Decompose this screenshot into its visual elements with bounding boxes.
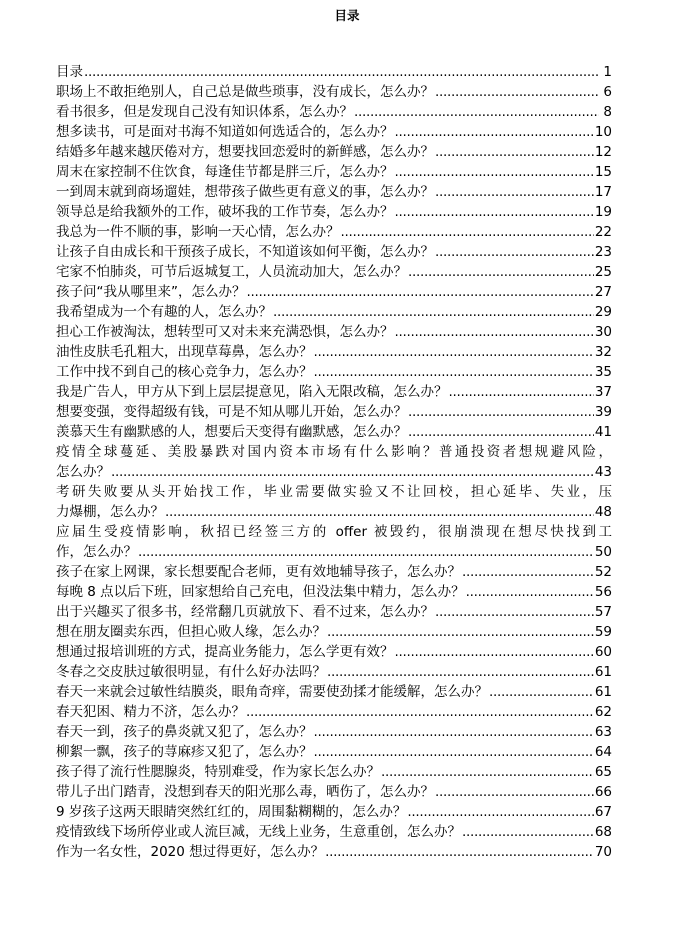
toc-entry-text: 孩子得了流行性腮腺炎，特别难受，作为家长怎么办？ <box>56 764 380 780</box>
toc-entry[interactable] <box>56 342 612 362</box>
toc-entry-text: 让孩子自由成长和干预孩子成长，不知道该如何平衡，怎么办？ <box>56 244 434 260</box>
dot-leader <box>435 782 594 802</box>
toc-entry[interactable] <box>56 582 612 602</box>
toc-page-number: 65 <box>594 764 612 780</box>
toc-page-number: 15 <box>594 164 612 180</box>
toc-entry[interactable] <box>56 842 612 862</box>
dot-leader <box>314 362 594 382</box>
toc-page-number: 56 <box>594 584 612 600</box>
toc-page-number: 41 <box>594 424 612 440</box>
toc-entry-text: 带儿子出门踏青，没想到春天的阳光那么毒，晒伤了，怎么办？ <box>56 784 434 800</box>
toc-entry[interactable] <box>56 602 612 622</box>
table-of-contents <box>56 62 612 862</box>
dot-leader <box>462 562 594 582</box>
dot-leader <box>327 622 594 642</box>
toc-entry-text: 疫情致线下场所停业或人流巨减，无线上业务，生意重创，怎么办？ <box>56 824 461 840</box>
page-title: 目录 <box>334 8 360 23</box>
toc-page-number: 70 <box>594 844 612 860</box>
toc-entry[interactable] <box>56 242 612 262</box>
toc-entry-text: 我是广告人，甲方从下到上层层提意见，陷入无限改稿，怎么办？ <box>56 384 448 400</box>
toc-entry-text: 9 岁孩子这两天眼睛突然红红的，周围黏糊糊的，怎么办？ <box>56 804 407 820</box>
toc-entry[interactable] <box>56 122 612 142</box>
toc-page-number: 19 <box>594 204 612 220</box>
toc-entry-text: 孩子在家上网课，家长想要配合老师，更有效地辅导孩子，怎么办？ <box>56 564 461 580</box>
toc-entry[interactable] <box>56 742 612 762</box>
toc-page-number: 30 <box>594 324 612 340</box>
dot-leader <box>489 682 594 702</box>
dot-leader <box>408 262 594 282</box>
dot-leader <box>314 722 594 742</box>
toc-page-number: 66 <box>594 784 612 800</box>
toc-entry[interactable] <box>56 702 612 722</box>
toc-page-number: 50 <box>594 544 612 560</box>
toc-entry-text: 春天一来就会过敏性结膜炎，眼角奇痒，需要使劲揉才能缓解，怎么办？ <box>56 684 488 700</box>
toc-page-number: 52 <box>594 564 612 580</box>
toc-entry-text: 宅家不怕肺炎，可节后返城复工，人员流动加大，怎么办？ <box>56 264 407 280</box>
toc-entry-text: 周末在家控制不住饮食，每逢佳节都是胖三斤，怎么办？ <box>56 164 394 180</box>
toc-page-number: 39 <box>594 404 612 420</box>
toc-entry[interactable] <box>56 722 612 742</box>
toc-page-number: 12 <box>594 144 612 160</box>
toc-entry-text-line2: 作，怎么办？ <box>56 544 137 560</box>
toc-entry[interactable] <box>56 522 612 562</box>
toc-page-number: 63 <box>594 724 612 740</box>
toc-entry-text: 工作中找不到自己的核心竞争力，怎么办？ <box>56 364 313 380</box>
dot-leader <box>395 162 594 182</box>
dot-leader <box>111 462 594 482</box>
toc-page-number: 61 <box>594 684 612 700</box>
toc-entry[interactable] <box>56 302 612 322</box>
dot-leader <box>449 382 594 402</box>
toc-page-number: 62 <box>594 704 612 720</box>
toc-entry[interactable] <box>56 182 612 202</box>
toc-entry-text-line2: 怎么办？ <box>56 464 110 480</box>
toc-page-number: 32 <box>594 344 612 360</box>
toc-entry-text-line1: 考研失败要从头开始找工作，毕业需要做实验又不让回校，担心延毕、失业，压 <box>56 484 612 500</box>
toc-entry-text: 一到周末就到商场遛娃，想带孩子做些更有意义的事，怎么办？ <box>56 184 434 200</box>
toc-entry[interactable] <box>56 62 612 82</box>
toc-entry[interactable] <box>56 102 612 122</box>
dot-leader <box>395 122 594 142</box>
dot-leader <box>395 322 594 342</box>
toc-entry-text: 想多读书，可是面对书海不知道如何选适合的，怎么办？ <box>56 124 394 140</box>
dot-leader <box>246 702 594 722</box>
toc-entry-text-line2: 力爆棚，怎么办？ <box>56 504 164 520</box>
toc-entry-text-line1: 疫情全球蔓延、美股暴跌对国内资本市场有什么影响？普通投资者想规避风险， <box>56 444 612 460</box>
dot-leader <box>138 542 594 562</box>
toc-entry-text: 担心工作被淘汰，想转型可又对未来充满恐惧，怎么办？ <box>56 324 394 340</box>
dot-leader <box>435 142 594 162</box>
toc-entry[interactable] <box>56 362 612 382</box>
dot-leader <box>84 62 599 82</box>
dot-leader <box>395 642 594 662</box>
toc-entry-text: 春天一到，孩子的鼻炎就又犯了，怎么办？ <box>56 724 313 740</box>
toc-entry-text: 作为一名女性，2020 想过得更好，怎么办？ <box>56 844 325 860</box>
dot-leader <box>327 662 594 682</box>
toc-page-number: 25 <box>594 264 612 280</box>
toc-entry[interactable] <box>56 482 612 522</box>
dot-leader <box>408 402 594 422</box>
toc-entry[interactable] <box>56 682 612 702</box>
toc-page-number: 59 <box>594 624 612 640</box>
toc-entry-text: 羡慕天生有幽默感的人，想要后天变得有幽默感，怎么办？ <box>56 424 407 440</box>
toc-entry-text: 我希望成为一个有趣的人，怎么办？ <box>56 304 272 320</box>
dot-leader <box>462 822 594 842</box>
toc-entry[interactable] <box>56 802 612 822</box>
toc-entry[interactable] <box>56 262 612 282</box>
toc-page-number: 60 <box>594 644 612 660</box>
toc-entry[interactable] <box>56 822 612 842</box>
toc-entry[interactable] <box>56 622 612 642</box>
toc-entry-text: 职场上不敢拒绝别人，自己总是做些琐事，没有成长，怎么办？ <box>56 84 434 100</box>
toc-page-number: 1 <box>603 64 612 80</box>
toc-entry[interactable] <box>56 442 612 482</box>
toc-page-number: 48 <box>594 504 612 520</box>
toc-page-number: 57 <box>594 604 612 620</box>
toc-entry[interactable] <box>56 162 612 182</box>
dot-leader <box>247 282 594 302</box>
toc-entry-text-line1: 应届生受疫情影响，秋招已经签三方的 offer 被毁约，很崩溃现在想尽快找到工 <box>56 524 612 540</box>
dot-leader <box>435 242 594 262</box>
toc-page-number: 67 <box>594 804 612 820</box>
dot-leader <box>395 202 594 222</box>
toc-entry[interactable] <box>56 762 612 782</box>
toc-entry-text: 孩子问“我从哪里来”，怎么办？ <box>56 284 246 300</box>
toc-entry-text: 想要变强，变得超级有钱，可是不知从哪儿开始，怎么办？ <box>56 404 407 420</box>
toc-entry-text: 想在朋友圈卖东西，但担心败人缘，怎么办？ <box>56 624 326 640</box>
toc-page-number: 61 <box>594 664 612 680</box>
toc-entry[interactable] <box>56 642 612 662</box>
toc-entry-text: 结婚多年越来越厌倦对方，想要找回恋爱时的新鲜感，怎么办？ <box>56 144 434 160</box>
toc-entry-text: 每晚 8 点以后下班，回家想给自己充电，但没法集中精力，怎么办？ <box>56 584 465 600</box>
toc-page-number: 43 <box>594 464 612 480</box>
dot-leader <box>325 842 594 862</box>
toc-page-number: 10 <box>594 124 612 140</box>
dot-leader <box>407 802 593 822</box>
toc-entry-text: 目录 <box>56 64 83 80</box>
toc-entry[interactable] <box>56 422 612 442</box>
toc-entry[interactable] <box>56 782 612 802</box>
toc-entry-text: 想通过报培训班的方式，提高业务能力，怎么学更有效？ <box>56 644 394 660</box>
toc-page-number: 22 <box>594 224 612 240</box>
toc-entry[interactable] <box>56 222 612 242</box>
dot-leader <box>341 222 594 242</box>
dot-leader <box>314 742 594 762</box>
toc-entry-text: 油性皮肤毛孔粗大，出现草莓鼻，怎么办？ <box>56 344 313 360</box>
toc-entry[interactable] <box>56 402 612 422</box>
toc-page-number: 29 <box>594 304 612 320</box>
toc-entry-text: 我总为一件不顺的事，影响一天心情，怎么办？ <box>56 224 340 240</box>
dot-leader <box>165 502 594 522</box>
toc-entry[interactable] <box>56 322 612 342</box>
toc-entry-text: 春天犯困、精力不济，怎么办？ <box>56 704 245 720</box>
toc-page-number: 68 <box>594 824 612 840</box>
toc-entry-text: 出于兴趣买了很多书，经常翻几页就放下、看不过来，怎么办？ <box>56 604 434 620</box>
toc-page-number: 64 <box>594 744 612 760</box>
toc-page-number: 23 <box>594 244 612 260</box>
dot-leader <box>314 342 594 362</box>
dot-leader <box>354 102 599 122</box>
toc-entry-text: 领导总是给我额外的工作，破坏我的工作节奏，怎么办？ <box>56 204 394 220</box>
toc-page-number: 17 <box>594 184 612 200</box>
dot-leader <box>381 762 594 782</box>
dot-leader <box>466 582 594 602</box>
dot-leader <box>408 422 594 442</box>
toc-entry[interactable] <box>56 562 612 582</box>
toc-entry[interactable] <box>56 662 612 682</box>
toc-entry-text: 冬春之交皮肤过敏很明显，有什么好办法吗？ <box>56 664 326 680</box>
toc-entry-text: 柳絮一飘，孩子的荨麻疹又犯了，怎么办？ <box>56 744 313 760</box>
toc-page-number: 27 <box>594 284 612 300</box>
toc-page-number: 8 <box>603 104 612 120</box>
toc-entry-text: 看书很多，但是发现自己没有知识体系，怎么办？ <box>56 104 353 120</box>
toc-entry[interactable] <box>56 382 612 402</box>
toc-entry[interactable] <box>56 282 612 302</box>
toc-page-number: 37 <box>594 384 612 400</box>
dot-leader <box>435 182 594 202</box>
toc-entry[interactable] <box>56 82 612 102</box>
toc-page-number: 6 <box>603 84 612 100</box>
dot-leader <box>273 302 594 322</box>
toc-entry[interactable] <box>56 142 612 162</box>
dot-leader <box>435 602 594 622</box>
toc-page-number: 35 <box>594 364 612 380</box>
toc-entry[interactable] <box>56 202 612 222</box>
dot-leader <box>435 82 599 102</box>
